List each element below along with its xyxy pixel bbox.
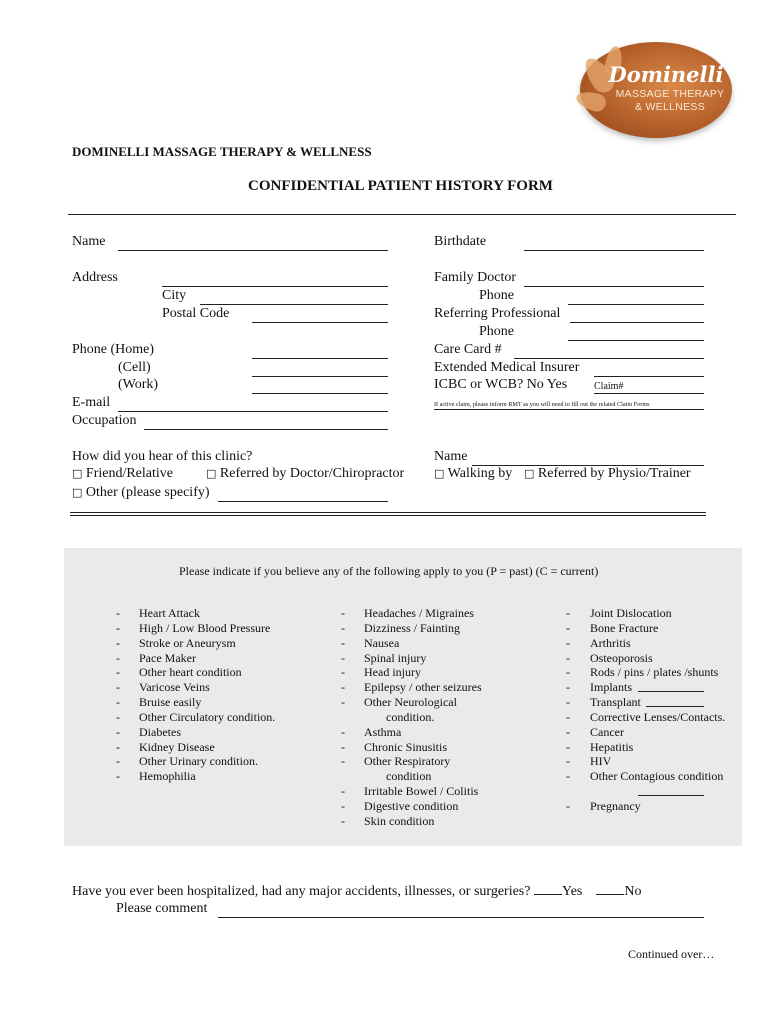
birthdate-label: Birthdate	[434, 234, 487, 249]
condition-label: Spinal injury	[364, 650, 427, 665]
condition-item[interactable]	[341, 814, 551, 829]
yes-blank[interactable]	[534, 883, 562, 895]
phone-work-label: (Work)	[118, 377, 159, 392]
city-label: City	[162, 288, 187, 303]
condition-label: Heart Attack	[139, 606, 200, 620]
condition-blank[interactable]	[638, 680, 704, 692]
bullet-dash: -	[566, 724, 570, 739]
birthdate-input[interactable]	[524, 236, 704, 251]
condition-label: Head injury	[364, 665, 421, 680]
claim-note: If active claim, please inform RMT as you will need to fill out the related Claim Forms	[434, 401, 650, 408]
hospitalized-question	[72, 883, 641, 900]
referral-question: How did you hear of this clinic?	[72, 449, 253, 464]
bullet-dash: -	[116, 709, 120, 724]
name-label: Name	[72, 234, 106, 249]
checkbox-other[interactable]: □	[72, 486, 83, 499]
condition-item[interactable]	[341, 636, 551, 651]
option-referred-doctor[interactable]	[206, 466, 404, 482]
claim-note-rule	[434, 409, 704, 410]
condition-item[interactable]	[566, 651, 742, 666]
bullet-dash: -	[341, 798, 345, 813]
no-blank[interactable]	[596, 883, 624, 895]
condition-item[interactable]	[341, 725, 551, 740]
professional-phone-label: Phone	[479, 324, 514, 339]
icbc-wcb-label: ICBC or WCB? No Yes	[434, 377, 568, 392]
condition-label: Other Respiratory	[364, 754, 451, 769]
condition-item[interactable]	[341, 606, 551, 621]
no-label: No	[624, 884, 642, 899]
condition-label: Implants	[590, 680, 632, 695]
condition-item[interactable]	[566, 740, 742, 755]
bullet-dash: -	[341, 784, 345, 799]
option-walking-by[interactable]	[434, 466, 512, 482]
form-title: CONFIDENTIAL PATIENT HISTORY FORM	[248, 178, 553, 194]
conditions-column-1	[116, 606, 316, 784]
bullet-dash: -	[566, 695, 570, 710]
condition-item[interactable]	[341, 651, 551, 666]
condition-item[interactable]	[116, 725, 316, 740]
condition-label: Other Neurological	[364, 695, 457, 710]
condition-item[interactable]	[341, 695, 551, 710]
condition-label: Transplant	[590, 695, 641, 710]
bullet-dash: -	[116, 739, 120, 754]
bullet-dash: -	[341, 813, 345, 828]
phone-home-label: Phone (Home)	[72, 342, 155, 357]
continued-over: Continued over…	[628, 947, 715, 961]
phone-cell-label: (Cell)	[118, 360, 151, 375]
phone-work-input[interactable]	[252, 379, 388, 394]
bullet-dash: -	[341, 680, 345, 695]
condition-blank[interactable]	[638, 784, 704, 796]
condition-item[interactable]	[341, 754, 551, 769]
clinic-header: DOMINELLI MASSAGE THERAPY & WELLNESS	[72, 144, 372, 159]
condition-item[interactable]	[566, 665, 742, 680]
other-specify-input[interactable]	[218, 487, 388, 502]
condition-label: Joint Dislocation	[590, 606, 672, 620]
comment-input[interactable]	[218, 903, 704, 918]
condition-label: Digestive condition	[364, 798, 459, 813]
condition-label: Nausea	[364, 635, 400, 650]
condition-label: Asthma	[364, 724, 402, 739]
bullet-dash: -	[341, 606, 345, 620]
condition-label: HIV	[590, 754, 612, 769]
condition-label: Other Contagious condition	[590, 769, 724, 784]
referring-professional-label: Referring Professional	[434, 306, 561, 321]
bullet-dash: -	[341, 739, 345, 754]
bullet-dash: -	[566, 606, 570, 620]
section-divider-1	[70, 512, 706, 513]
postal-code-label: Postal Code	[162, 306, 230, 321]
bullet-dash: -	[116, 724, 120, 739]
condition-label: Varicose Veins	[139, 680, 210, 695]
phone-cell-input[interactable]	[252, 362, 388, 377]
condition-item[interactable]	[116, 606, 316, 621]
condition-item[interactable]	[341, 769, 551, 784]
extended-insurer-label: Extended Medical Insurer	[434, 360, 580, 375]
condition-item[interactable]	[566, 680, 742, 695]
condition-label: Other Urinary condition.	[139, 754, 258, 769]
condition-item[interactable]	[566, 784, 742, 799]
occupation-input[interactable]	[144, 415, 388, 430]
logo-brand: Dominelli	[608, 62, 724, 87]
address-label: Address	[72, 270, 118, 285]
condition-item[interactable]	[116, 665, 316, 680]
condition-item[interactable]	[116, 754, 316, 769]
bullet-dash: -	[566, 798, 570, 813]
checkbox-friend[interactable]: □	[72, 467, 83, 480]
bullet-dash: -	[116, 754, 120, 769]
yes-label: Yes	[561, 884, 583, 899]
condition-item[interactable]	[341, 740, 551, 755]
doctor-phone-label: Phone	[479, 288, 514, 303]
condition-item[interactable]	[566, 754, 742, 769]
bullet-dash: -	[341, 754, 345, 769]
claim-input[interactable]	[594, 379, 704, 394]
bullet-dash: -	[116, 665, 120, 680]
condition-item[interactable]	[566, 799, 742, 814]
condition-label: Pregnancy	[590, 798, 641, 813]
condition-label: Skin condition	[364, 813, 435, 828]
condition-label: Stroke or Aneurysm	[139, 635, 236, 650]
condition-item[interactable]	[341, 665, 551, 680]
claim-label: Claim#	[594, 381, 624, 392]
bullet-dash: -	[116, 695, 120, 710]
title-divider	[68, 214, 736, 215]
condition-label: condition	[386, 769, 432, 784]
checkbox-doctor[interactable]: □	[206, 467, 217, 480]
care-card-label: Care Card #	[434, 342, 502, 357]
family-doctor-label: Family Doctor	[434, 270, 517, 285]
bullet-dash: -	[341, 635, 345, 650]
condition-label: Hemophilia	[139, 769, 196, 784]
name-input[interactable]	[118, 236, 388, 251]
clinic-logo	[580, 42, 732, 138]
bullet-dash: -	[566, 665, 570, 680]
bullet-dash: -	[116, 650, 120, 665]
conditions-column-3	[566, 606, 742, 814]
referring-professional-input[interactable]	[570, 308, 704, 323]
condition-item[interactable]	[116, 621, 316, 636]
bullet-dash: -	[116, 635, 120, 650]
bullet-dash: -	[341, 650, 345, 665]
address-input[interactable]	[162, 272, 388, 287]
condition-item[interactable]	[566, 636, 742, 651]
condition-label: Irritable Bowel / Colitis	[364, 784, 479, 799]
condition-label: Corrective Lenses/Contacts.	[590, 709, 726, 724]
bullet-dash: -	[341, 620, 345, 635]
bullet-dash: -	[116, 606, 120, 620]
referral-name-input[interactable]	[472, 451, 704, 466]
occupation-label: Occupation	[72, 413, 137, 428]
condition-label: Kidney Disease	[139, 739, 215, 754]
email-input[interactable]	[118, 397, 388, 412]
option-other[interactable]	[72, 485, 210, 501]
condition-label: Cancer	[590, 724, 624, 739]
doctor-phone-input[interactable]	[568, 290, 704, 305]
condition-label: condition.	[386, 709, 435, 724]
bullet-dash: -	[566, 680, 570, 695]
logo-line2: & WELLNESS	[634, 101, 706, 113]
condition-item[interactable]	[341, 784, 551, 799]
condition-item[interactable]	[116, 651, 316, 666]
bullet-dash: -	[116, 769, 120, 784]
condition-label: Rods / pins / plates /shunts	[590, 665, 719, 680]
condition-label: Headaches / Migraines	[364, 606, 474, 620]
professional-phone-input[interactable]	[568, 326, 704, 341]
condition-item[interactable]	[566, 606, 742, 621]
condition-item[interactable]	[116, 695, 316, 710]
friend-label: Friend/Relative	[85, 466, 173, 481]
condition-blank[interactable]	[646, 695, 704, 707]
bullet-dash: -	[566, 739, 570, 754]
conditions-column-2	[341, 606, 551, 829]
condition-item[interactable]	[341, 680, 551, 695]
condition-label: Arthritis	[590, 635, 631, 650]
condition-label: Other Circulatory condition.	[139, 709, 276, 724]
section-divider-2	[70, 515, 706, 516]
hospitalized-question-text: Have you ever been hospitalized, had any major accidents, illnesses, or surgeries?	[72, 884, 531, 899]
family-doctor-input[interactable]	[524, 272, 704, 287]
physio-label: Referred by Physio/Trainer	[537, 466, 691, 481]
bullet-dash: -	[566, 769, 570, 784]
condition-item[interactable]	[566, 695, 742, 710]
checkbox-physio[interactable]: □	[524, 467, 535, 480]
condition-item[interactable]	[341, 710, 551, 725]
condition-item[interactable]	[341, 621, 551, 636]
referral-name-label: Name	[434, 449, 468, 464]
option-friend-relative[interactable]	[72, 466, 173, 482]
phone-home-input[interactable]	[252, 344, 388, 359]
bullet-dash: -	[566, 650, 570, 665]
condition-item[interactable]	[116, 769, 316, 784]
condition-item[interactable]	[341, 799, 551, 814]
condition-label: Dizziness / Fainting	[364, 620, 460, 635]
walking-label: Walking by	[447, 466, 513, 481]
bullet-dash: -	[566, 635, 570, 650]
condition-item[interactable]	[116, 710, 316, 725]
bullet-dash: -	[116, 680, 120, 695]
other-label: Other (please specify)	[85, 485, 210, 500]
condition-item[interactable]	[116, 740, 316, 755]
condition-item[interactable]	[566, 621, 742, 636]
bullet-dash: -	[341, 695, 345, 710]
condition-item[interactable]	[566, 725, 742, 740]
condition-label: Diabetes	[139, 724, 181, 739]
bullet-dash: -	[566, 620, 570, 635]
bullet-dash: -	[116, 620, 120, 635]
conditions-instruction: Please indicate if you believe any of the following apply to you (P = past) (C = current)	[179, 564, 599, 578]
condition-label: Osteoporosis	[590, 650, 653, 665]
condition-label: Hepatitis	[590, 739, 634, 754]
bullet-dash: -	[341, 724, 345, 739]
care-card-input[interactable]	[514, 344, 704, 359]
comment-label: Please comment	[116, 901, 208, 916]
option-referred-physio[interactable]	[524, 466, 691, 482]
condition-label: Bone Fracture	[590, 620, 659, 635]
condition-item[interactable]	[116, 636, 316, 651]
condition-item[interactable]	[116, 680, 316, 695]
email-label: E-mail	[72, 395, 111, 410]
bullet-dash: -	[341, 665, 345, 680]
condition-item[interactable]	[566, 769, 742, 784]
condition-label: High / Low Blood Pressure	[139, 620, 271, 635]
city-input[interactable]	[200, 290, 388, 305]
condition-item[interactable]	[566, 710, 742, 725]
extended-insurer-input[interactable]	[594, 362, 704, 377]
bullet-dash: -	[566, 754, 570, 769]
logo-line1: MASSAGE THERAPY	[615, 88, 725, 100]
checkbox-walking[interactable]: □	[434, 467, 445, 480]
condition-label: Chronic Sinusitis	[364, 739, 448, 754]
condition-label: Bruise easily	[139, 695, 202, 710]
doctor-option-label: Referred by Doctor/Chiropractor	[219, 466, 405, 481]
postal-code-input[interactable]	[252, 308, 388, 323]
condition-label: Epilepsy / other seizures	[364, 680, 482, 695]
bullet-dash: -	[566, 709, 570, 724]
condition-label: Other heart condition	[139, 665, 242, 680]
condition-label: Pace Maker	[139, 650, 196, 665]
